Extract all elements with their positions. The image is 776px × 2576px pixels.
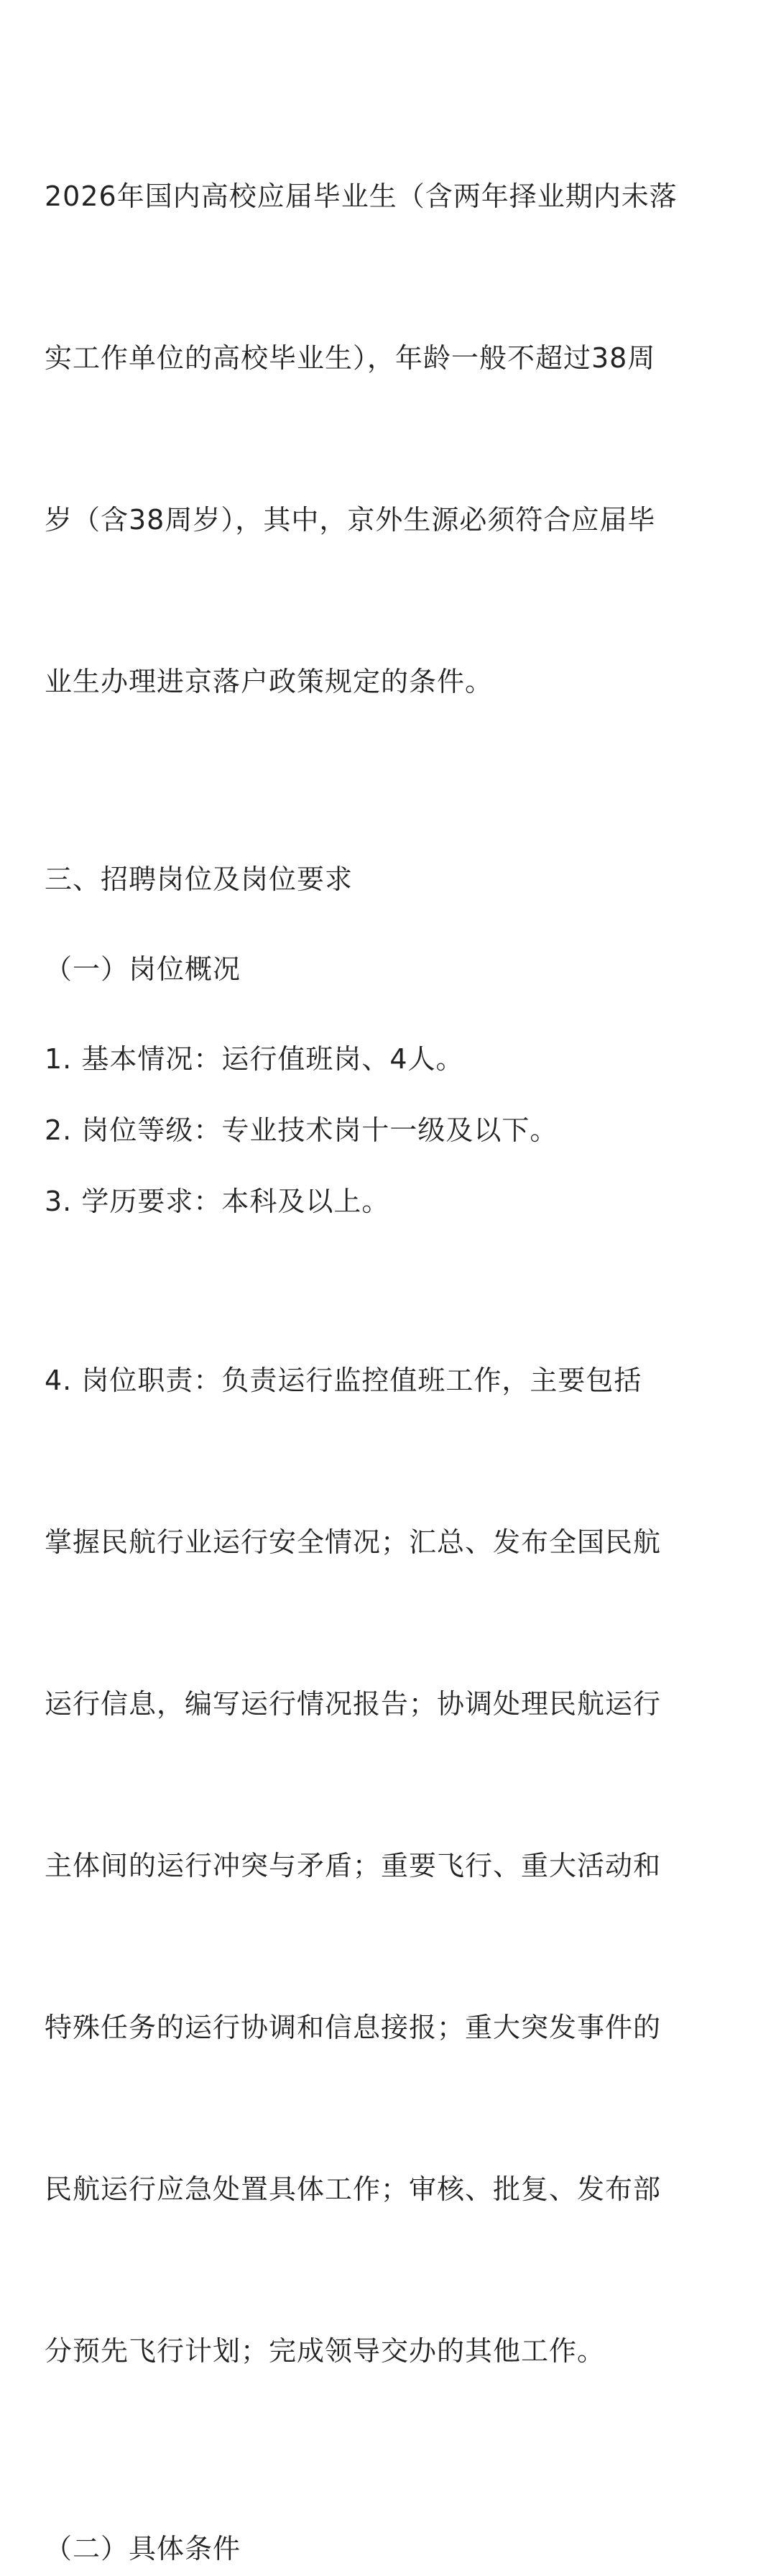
paragraph-line: 岁（含38周岁），其中，京外生源必须符合应届毕 [45, 504, 656, 536]
paragraph-line: 掌握民航行业运行安全情况；汇总、发布全国民航 [45, 1526, 662, 1558]
subheading-conditions: （二）具体条件 [45, 2533, 241, 2564]
paragraph-line: 分预先飞行计划；完成领导交办的其他工作。 [45, 2335, 606, 2367]
paragraph-line: 主体间的运行冲突与矛盾；重要飞行、重大活动和 [45, 1850, 662, 1881]
paragraph-line: 4. 岗位职责：负责运行监控值班工作，主要包括 [45, 1365, 642, 1396]
paragraph-line: 特殊任务的运行协调和信息接报；重大突发事件的 [45, 2012, 662, 2043]
list-item: 1. 基本情况：运行值班岗、4人。 [45, 1043, 464, 1075]
subheading-overview: （一）岗位概况 [45, 953, 241, 985]
eligibility-paragraph [45, 62, 736, 817]
list-item: 2. 岗位等级：专业技术岗十一级及以下。 [45, 1114, 558, 1146]
paragraph-line: 业生办理进京落户政策规定的条件。 [45, 666, 494, 697]
paragraph-line: 民航运行应急处置具体工作；审核、批复、发布部 [45, 2173, 662, 2205]
duties-paragraph [45, 1246, 736, 2486]
list-item: 3. 学历要求：本科及以上。 [45, 1186, 390, 1217]
paragraph-line: 2026年国内高校应届毕业生（含两年择业期内未落 [45, 180, 678, 212]
section-heading: 三、招聘岗位及岗位要求 [45, 863, 354, 895]
article-body [45, 62, 736, 2576]
paragraph-line: 实工作单位的高校毕业生），年龄一般不超过38周 [45, 342, 656, 374]
paragraph-line: 运行信息，编写运行情况报告；协调处理民航运行 [45, 1688, 662, 1720]
